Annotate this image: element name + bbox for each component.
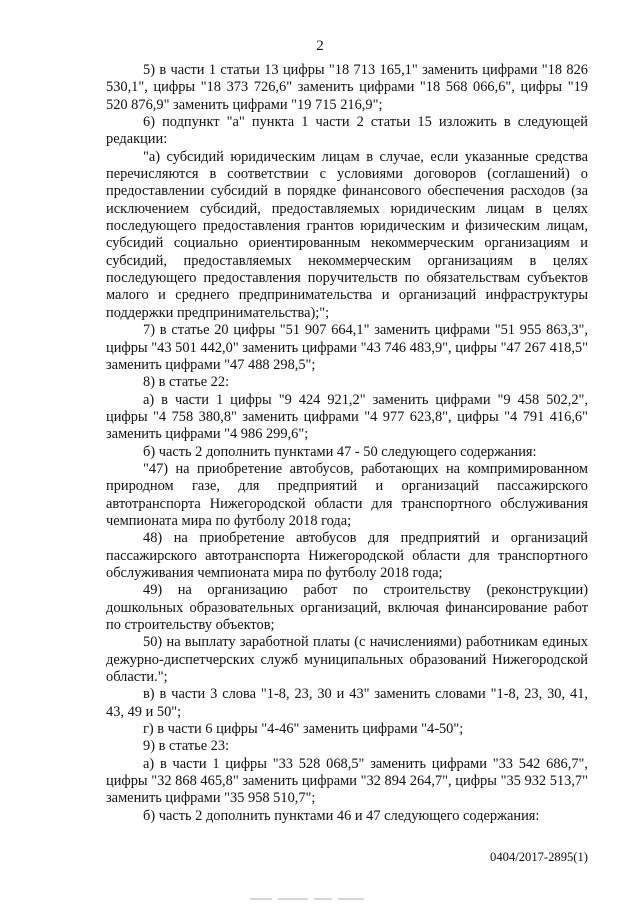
- paragraph-item-9-b: б) часть 2 дополнить пунктами 46 и 47 следующего содержания:: [143, 807, 540, 824]
- paragraph-point-49: 49) на организацию работ по строительству (реконструкции) дошкольных образовательных организаций, включая финансирование работ по строительству объектов;: [106, 582, 588, 633]
- document-body: [106, 62, 588, 825]
- paragraph-point-48: 48) на приобретение автобусов для предприятий и организаций пассажирского автотранспорта Нижегородской области для транспортного обслуживания чемпионата мира по футболу 2018 года;: [106, 530, 588, 581]
- paragraph-item-9-a: а) в части 1 цифры "33 528 068,5" заменить цифрами "33 542 686,7", цифры "32 868 465,8" заменить цифрами "32 894 264,7", цифры "35 932 513,7" заменить цифрами "35 958 510,7";: [106, 755, 588, 807]
- paragraph-item-7: 7) в статье 20 цифры "51 907 664,1" заменить цифрами "51 955 863,3", цифры "43 501 442,0" заменить цифрами "43 746 483,9", цифры "47 267 418,5" заменить цифрами "47 488 298,5";: [106, 322, 588, 373]
- paragraph-item-8-a: а) в части 1 цифры "9 424 921,2" заменить цифрами "9 458 502,2", цифры "4 758 380,8" заменить цифрами "4 977 623,8", цифры "4 791 416,6" заменить цифрами "4 986 299,6";: [106, 391, 588, 443]
- scan-artifact: [250, 898, 390, 902]
- paragraph-item-5: 5) в части 1 статьи 13 цифры "18 713 165,1" заменить цифрами "18 826 530,1", цифры "18 373 726,6" заменить цифрами "18 568 066,6", цифры "19 520 876,9" заменить цифрами "19 715 216,9";: [106, 62, 588, 113]
- paragraph-point-47: "47) на приобретение автобусов, работающих на компримированном природном газе, для предприятий и организаций пассажирского автотранспорта Нижегородской области для транспортного обслуживания чемпионата мира по футболу 2018 года;: [106, 460, 588, 529]
- paragraph-item-6: 6) подпункт "а" пункта 1 части 2 статьи 15 изложить в следующей редакции:: [106, 114, 588, 148]
- page-number: 2: [316, 38, 324, 54]
- document-code: 0404/2017-2895(1): [490, 850, 588, 864]
- paragraph-item-8: 8) в статье 22:: [143, 374, 230, 391]
- paragraph-new-wording-a: "а) субсидий юридическим лицам в случае, если указанные средства перечисляются в соответствии с условиями договоров (соглашений) о предоставлении субсидий в порядке финансового обеспечения расходов (за исключением субсидий, предоставляемых юридическим лицам в целях последующего предоставления грантов юридическим и физическим лицам, субсидий социально ориентированным некоммерческим организациям и субсидий, предоставляемых некоммерческим организациям в целях последующего предоставления поручительств по обязательствам субъектов малого и среднего предпринимательства и организаций инфраструктуры поддержки предпринимательства);";: [106, 148, 588, 321]
- paragraph-item-8-b: б) часть 2 дополнить пунктами 47 - 50 следующего содержания:: [143, 443, 537, 460]
- paragraph-point-50: 50) на выплату заработной платы (с начислениями) работникам единых дежурно-диспетчерских служб муниципальных образований Нижегородской области.";: [106, 634, 588, 686]
- paragraph-item-9: 9) в статье 23:: [143, 738, 230, 755]
- paragraph-item-8-v: в) в части 3 слова "1-8, 23, 30 и 43" заменить словами "1-8, 23, 30, 41, 43, 49 и 50";: [106, 686, 588, 720]
- paragraph-item-8-g: г) в части 6 цифры "4-46" заменить цифрами "4-50";: [143, 721, 464, 738]
